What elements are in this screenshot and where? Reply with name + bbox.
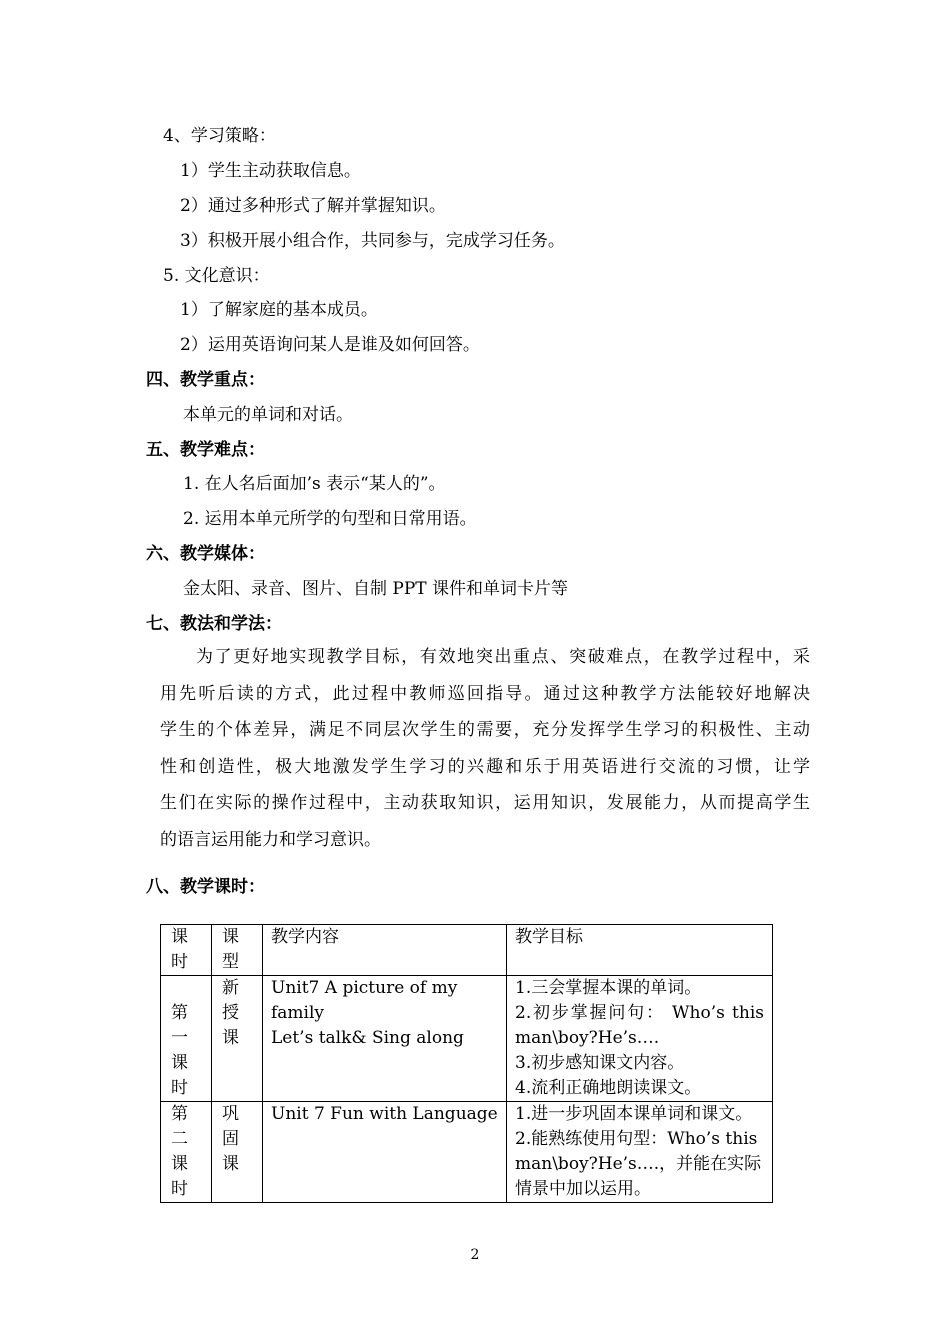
focus-heading: 四、教学重点： (146, 370, 265, 390)
method-heading: 七、教法和学法： (146, 614, 282, 634)
schedule-table (160, 924, 773, 1203)
section-5-heading: 5. 文化意识： (163, 266, 270, 286)
paragraph-line: 用先听后读的方式，此过程中教师巡回指导。通过这种教学方法能较好地解决 (160, 683, 810, 704)
cell-goals: 1.三会掌握本课的单词。 2.初步掌握问句： Who’s this man\boy?He’s…. 3.初步感知课文内容。 4.流利正确地朗读课文。 (507, 976, 773, 1102)
media-heading: 六、教学媒体： (146, 544, 265, 564)
page-number: 2 (470, 1247, 480, 1263)
header-cell-period: 课 时 (161, 925, 212, 976)
header-cell-type: 课 型 (212, 925, 263, 976)
difficulty-item: 1. 在人名后面加’s 表示“某人的”。 (183, 474, 446, 494)
paragraph-line: 生们在实际的操作过程中，主动获取知识，运用知识，发展能力，从而提高学生 (160, 793, 810, 813)
hours-heading: 八、教学课时： (146, 877, 265, 897)
difficulty-item: 2. 运用本单元所学的句型和日常用语。 (183, 509, 477, 529)
table-row (161, 976, 773, 1102)
table-row (161, 1102, 773, 1203)
paragraph-line: 性和创造性，极大地激发学生学习的兴趣和乐于用英语进行交流的习惯，让学 (160, 756, 810, 777)
header-cell-content: 教学内容 (263, 925, 507, 976)
section-4-item: 1）学生主动获取信息。 (180, 161, 361, 181)
media-text: 金太阳、录音、图片、自制 PPT 课件和单词卡片等 (183, 579, 569, 599)
section-5-item: 1）了解家庭的基本成员。 (180, 300, 378, 320)
paragraph-line: 的语言运用能力和学习意识。 (160, 829, 381, 850)
cell-content: Unit 7 Fun with Language (263, 1102, 507, 1203)
table-header-row (161, 925, 773, 976)
section-4-item: 2）通过多种形式了解并掌握知识。 (180, 196, 446, 216)
header-cell-goals: 教学目标 (507, 925, 773, 976)
section-4-item: 3）积极开展小组合作，共同参与，完成学习任务。 (180, 231, 565, 251)
paragraph-line: 为了更好地实现教学目标，有效地突出重点、突破难点，在教学过程中，采 (196, 647, 810, 667)
cell-goals: 1.进一步巩固本课单词和课文。 2.能熟练使用句型：Who’s this man\boy?He’s….，并能在实际 情景中加以运用。 (507, 1102, 773, 1203)
method-paragraph (160, 639, 810, 858)
cell-content: Unit7 A picture of my family Let’s talk& Sing along (263, 976, 507, 1102)
paragraph-line: 学生的个体差异，满足不同层次学生的需要，充分发挥学生学习的积极性、主动 (160, 720, 810, 740)
cell-period: 第 一 课 时 (161, 976, 212, 1102)
cell-period: 第 二 课 时 (161, 1102, 212, 1203)
difficulty-heading: 五、教学难点： (146, 440, 265, 460)
focus-text: 本单元的单词和对话。 (183, 405, 353, 425)
section-4-heading: 4、学习策略： (163, 126, 276, 146)
cell-type: 巩 固 课 (212, 1102, 263, 1203)
section-5-item: 2）运用英语询问某人是谁及如何回答。 (180, 335, 480, 355)
cell-type: 新 授 课 (212, 976, 263, 1102)
